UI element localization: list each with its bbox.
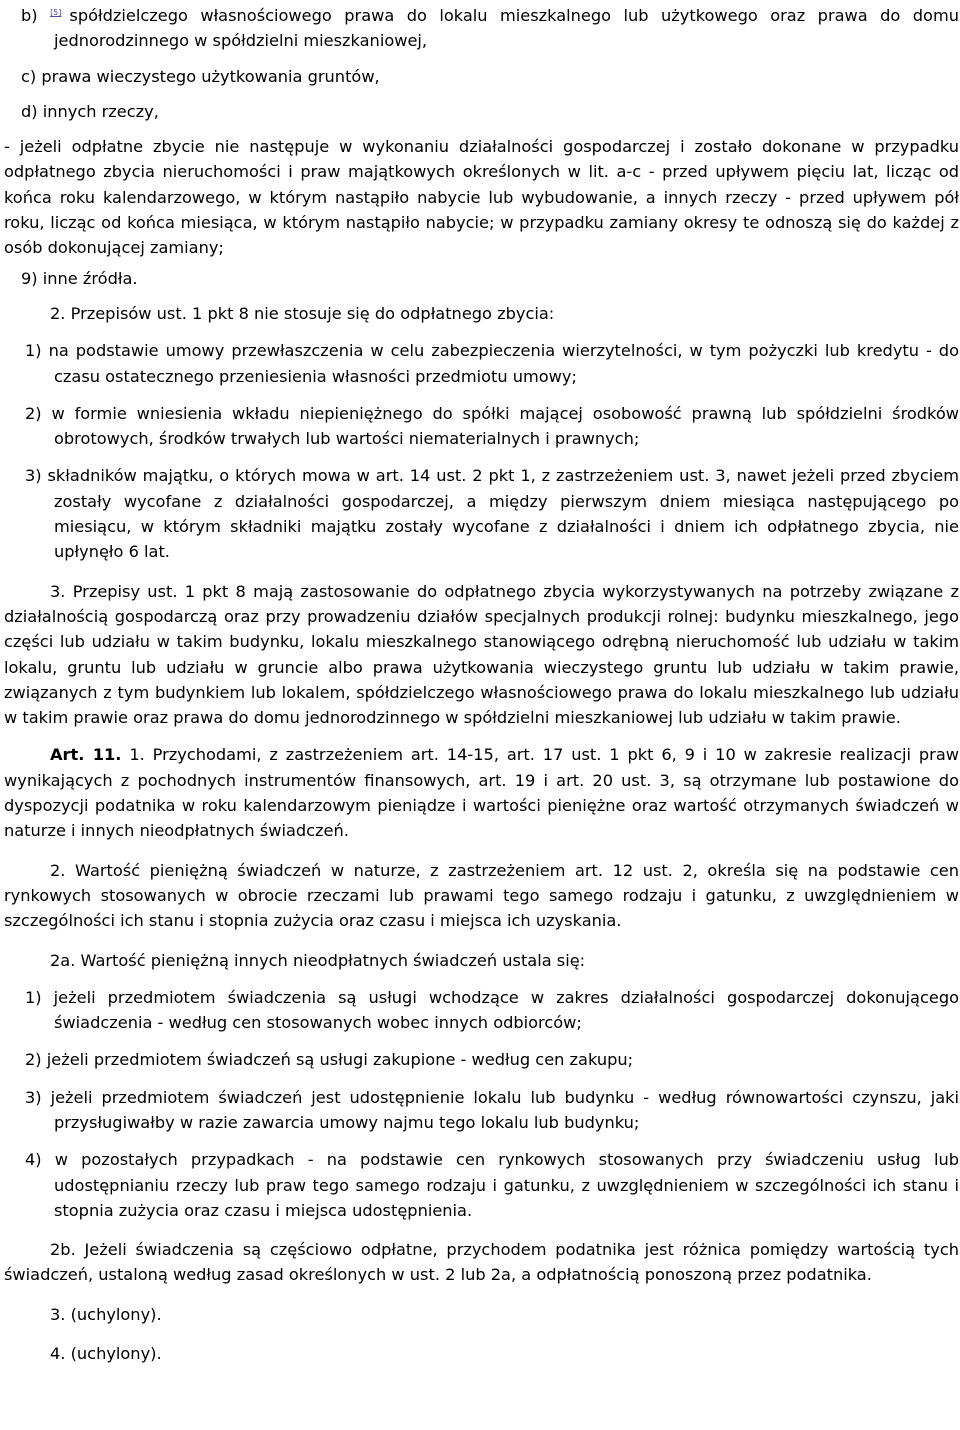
article-11-label: Art. 11.	[50, 745, 122, 765]
item-b-label: b)	[21, 6, 38, 25]
section-2-point-1: 1) na podstawie umowy przewłaszczenia w celu zabezpieczenia wierzytelności, w tym pożyczki lub kredytu - do czasu ostatecznego przeniesienia własności przedmiotu umowy;	[25, 341, 959, 386]
document-page	[4, 0, 959, 1366]
item-c: c) prawa wieczystego użytkowania gruntów,	[21, 66, 380, 86]
item-d: d) innych rzeczy,	[21, 101, 159, 121]
section-2-point-2: 2) w formie wniesienia wkładu niepieniężnego do spółki mającej osobowość prawną lub spółdzielni środków obrotowych, środków trwałych lub wartości niematerialnych i prawnych;	[25, 403, 959, 449]
section-3-text: 3. Przepisy ust. 1 pkt 8 mają zastosowanie do odpłatnego zbycia wykorzystywanych na potrzeby związane z działalnością gospodarczą oraz przy prowadzeniu działów specjalnych produkcji rolnej: budynku mieszkalnego, jego części lub udziału w takim budynku, lokalu mieszkalnego stanowiącego odrębną nieruchomość lub udziału w takim lokalu, gruntu lub udziału w gruncie albo prawa użytkowania wieczystego gruntu lub udziału w takim prawie, związanych z tym budynkiem lub lokalem, spółdzielczego własnościowego prawa do lokalu mieszkalnego lub udziału w takim prawie oraz prawa do domu jednorodzinnego w spółdzielni mieszkaniowej lub udziału w takim prawie.	[4, 581, 959, 728]
section-2a-point-3: 3) jeżeli przedmiotem świadczeń jest udostępnienie lokalu lub budynku - według równowartości czynszu, jaki przysługiwałby w razie zawarcia umowy najmu tego lokalu lub budynku;	[25, 1087, 959, 1132]
article-11-section-2	[4, 858, 959, 934]
item-b-text: spółdzielczego własnościowego prawa do lokalu mieszkalnego lub użytkowego oraz prawa do domu jednorodzinnego w spółdzielni mieszkaniowej,	[54, 6, 959, 51]
article-11-section-3: 3. (uchylony).	[50, 1304, 162, 1324]
dash-paragraph: - jeżeli odpłatne zbycie nie następuje w wykonaniu działalności gospodarczej i zostało dokonane w przypadku odpłatnego zbycia nieruchomości i praw majątkowych określonych w lit. a-c - przed upływem pięciu lat, licząc od końca roku kalendarzowego, w którym nastąpiło nabycie lub wybudowanie, a innych rzeczy - przed upływem pół roku, licząc od końca miesiąca, w którym nastąpiło nabycie; w przypadku zamiany okresy te odnoszą się do każdej z osób dokonującej zamiany;	[4, 137, 959, 258]
section-3	[4, 579, 959, 731]
article-11-section-2b	[4, 1237, 959, 1288]
section-2: 2. Przepisów ust. 1 pkt 8 nie stosuje się do odpłatnego zbycia:	[50, 303, 555, 323]
section-2-point-3: 3) składników majątku, o których mowa w art. 14 ust. 2 pkt 1, z zastrzeżeniem ust. 3, nawet jeżeli przed zbyciem zostały wycofane z działalności gospodarczej, a między pierwszym dniem miesiąca następującego po miesiącu, w którym składniki majątku zostały wycofane z działalności i dniem ich odpłatnego zbycia, nie upłynęło 6 lat.	[25, 466, 959, 562]
footnote-link[interactable]: [5]	[50, 8, 62, 17]
point-9: 9) inne źródła.	[21, 268, 138, 288]
article-11-text: 1. Przychodami, z zastrzeżeniem art. 14-15, art. 17 ust. 1 pkt 6, 9 i 10 w zakresie realizacji praw wynikających z pochodnych instrumentów finansowych, art. 19 i art. 20 ust. 3, są otrzymane lub postawione do dyspozycji podatnika w roku kalendarzowym pieniądze i wartości pieniężne oraz wartość otrzymanych świadczeń w naturze i innych nieodpłatnych świadczeń.	[4, 745, 959, 841]
section-2a-point-1: 1) jeżeli przedmiotem świadczenia są usługi wchodzące w zakres działalności gospodarczej dokonującego świadczenia - według cen stosowanych wobec innych odbiorców;	[25, 987, 959, 1033]
section-2a-point-2: 2) jeżeli przedmiotem świadczeń są usługi zakupione - według cen zakupu;	[25, 1050, 634, 1070]
article-11-section-2a: 2a. Wartość pieniężną innych nieodpłatnych świadczeń ustala się:	[50, 950, 586, 970]
article-11-section-4: 4. (uchylony).	[50, 1344, 162, 1364]
article-11-section-2b-text: 2b. Jeżeli świadczenia są częściowo odpłatne, przychodem podatnika jest różnica pomiędzy wartością tych świadczeń, ustaloną według zasad określonych w ust. 2 lub 2a, a odpłatnością ponoszoną przez podatnika.	[4, 1240, 959, 1285]
item-b	[4, 0, 959, 54]
section-2a-point-4: 4) w pozostałych przypadkach - na podstawie cen rynkowych stosowanych przy świadczeniu usług lub udostępnianiu rzeczy lub praw tego samego rodzaju i gatunku, z uwzględnieniem w szczególności ich stanu i stopnia zużycia oraz czasu i miejsca udostępnienia.	[25, 1150, 959, 1220]
article-11	[4, 742, 959, 843]
article-11-section-2-text: 2. Wartość pieniężną świadczeń w naturze, z zastrzeżeniem art. 12 ust. 2, określa się na podstawie cen rynkowych stosowanych w obrocie rzeczami lub prawami tego samego rodzaju i gatunku, z uwzględnieniem w szczególności ich stanu i stopnia zużycia oraz czasu i miejsca ich uzyskania.	[4, 860, 959, 931]
